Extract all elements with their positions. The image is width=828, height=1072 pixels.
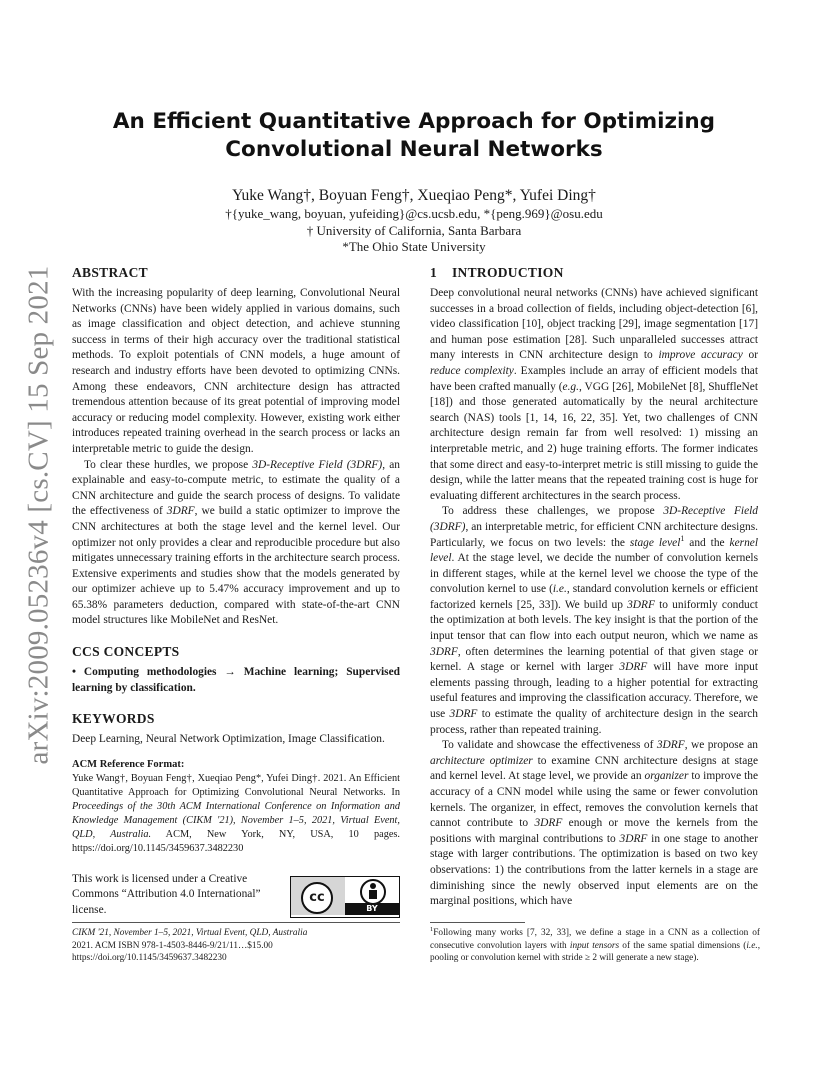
attribution-person-icon [360,879,386,905]
abstract-paragraph-1: With the increasing popularity of deep learning, Convolutional Neural Networks (CNNs) have been widely applied in various domains, such as image classification and object detection, and achieve stunning success in terms of their high accuracy over the traditional statistical methods. To exploit potentials of CNN models, a huge amount of research and industry efforts have been devoted to optimizing CNNs. Among these endeavors, CNN architecture design has attracted tremendous attention because of its great potential of improving model accuracy or reducing model complexity. However, existing work either introduces repeated training overhead in the search process or lacks an interpretable metric to guide the design. [72,287,400,455]
paper-title [100,108,728,164]
intro-paragraph-2: To address these challenges, we propose 3D-Receptive Field (3DRF), an interpretable metric, for efficient CNN architecture designs. Particularly, we focus on two levels: the stage level$^1$ and the kernel level. At the stage level, we decide the number of convolution kernels in different stages, while at the kernel level we choose the type of the convolution kernel to use (i.e., standard convolution kernels or efficient factorized kernels [25, 33]). We build up 3DRF to uniformly conduct the optimization at both levels. The key insight is that the portion of the input tensor that can flow into each output neuron, which we name as 3DRF, often determines the learning potential of that given stage or kernel. A stage or kernel with larger 3DRF will have more input elements passing through, leading to a higher potential for extracting useful features and improving the classification accuracy. Therefore, we use 3DRF to estimate the quality of architecture design in the search process, rather than repeated training. [430,505,759,736]
left-footer-rule [72,922,400,923]
cc-by-license-badge[interactable] [290,876,400,918]
by-label: BY [345,903,399,915]
author-emails: †{yuke_wang, boyuan, yufeiding}@cs.ucsb.edu, *{peng.969}@osu.edu [225,206,603,221]
right-column [430,264,758,910]
keywords-text: Deep Learning, Neural Network Optimization, Image Classification. [72,733,385,746]
paper-title-line-1: An Efficient Quantitative Approach for Optimizing [112,109,716,134]
footnote-1: $^1$Following many works [7, 32, 33], we define a stage in a CNN as a collection of consecutive convolution layers with input tensors of the same spatial dimensions (i.e., pooling or convolution kernel with stride ≥ 2 will generate a new stage). [430,925,761,964]
keywords-heading: KEYWORDS [72,711,155,727]
ccs-concepts-heading: CCS CONCEPTS [72,644,180,660]
intro-paragraph-3: To validate and showcase the effectiveness of 3DRF, we propose an architecture optimizer to examine CNN architecture designs at stage and kernel level. At stage level, we provide an organizer to improve the accuracy of a CNN model while using the same or fewer convolution kernels. The organizer, in effect, removes the convolution kernels that cannot contribute to 3DRF enough or move the kernels from the positions with marginal contributions to 3DRF in one stage to another stage with larger contributions. The optimization is based on two key observations: 1) the contributions from the latter kernels in a stage are diminishing since the newly observed input elements are on the marginal positions, which have [430,739,759,908]
intro-paragraph-1: Deep convolutional neural networks (CNNs) have achieved significant successes in a broad collection of fields, including object-detection [6], video classification [10], object tracking [29], image segmentation [17] and human pose estimation [28]. Such unparalleled successes attract many interests in CNN architecture design to improve accuracy or reduce complexity. Examples include an array of efficient models that have been crafted manually (e.g., VGG [26], MobileNet [8], ShuffleNet [18]) and those generated automatically by the neural architecture search (NAS) tools [1, 14, 16, 22, 35]. Yet, two challenges of CNN architecture design remain far from well resolved: 1) missing an interpretable metric, and 2) huge training efforts. The former indicates that some direct and easy-to-interpret metric is still missing to guide the design, while the latter means that the repeated training cost is huge for evaluating different architectures in the search process. [430,287,758,502]
doi-link[interactable]: https://doi.org/10.1145/3459637.3482230 [72,953,227,964]
affiliations [100,206,728,256]
conference-footer [72,927,402,965]
arxiv-stamp: arXiv:2009.05236v4 [cs.CV] 15 Sep 2021 [22,265,55,765]
isbn-line: 2021. ACM ISBN 978-1-4503-8446-9/21/11…$15.00 [72,940,273,951]
footnote-marker: 1 [680,533,685,543]
conference-line: CIKM '21, November 1–5, 2021, Virtual Event, QLD, Australia [72,928,308,938]
ccs-concepts-text: • Computing methodologies → Machine learning; Supervised learning by classification. [72,666,400,694]
paper-title-line-2: Convolutional Neural Networks [225,137,603,162]
author-list: Yuke Wang†, Boyuan Feng†, Xueqiao Peng*, Yufei Ding† [232,187,596,204]
affiliation-ucsb: † University of California, Santa Barbara [306,222,522,238]
acm-reference-text: Yuke Wang†, Boyuan Feng†, Xueqiao Peng*, Yufei Ding†. 2021. An Efficient Quantitative Approach for Optimizing Convolutional Neural Networks. In Proceedings of the 30th ACM International Conference on Information and Knowledge Management (CIKM '21), November 1–5, 2021, Virtual Event, QLD, Australia. ACM, New York, NY, USA, 10 pages. https://doi.org/10.1145/3459637.3482230 [72,772,401,854]
acm-reference-heading: ACM Reference Format: [72,758,185,770]
abstract-heading: ABSTRACT [72,265,148,280]
arxiv-stamp-container [14,255,64,775]
affiliation-osu: *The Ohio State University [342,239,486,254]
license-block [72,872,400,919]
license-text: This work is licensed under a Creative Commons “Attribution 4.0 International” license. [72,872,261,917]
creative-commons-icon: cc [301,882,333,914]
introduction-heading: 1 INTRODUCTION [430,265,564,280]
abstract-paragraph-2: To clear these hurdles, we propose 3D-Receptive Field (3DRF), an explainable and easy-to-compute metric, to estimate the quality of a CNN architecture and guide the search process of designs. To validate the effectiveness of 3DRF, we build a static optimizer to improve the CNN architectures at both the stage level and the kernel level. Our optimizer not only provides a clear and reproducible procedure but also mitigates unnecessary training efforts in the architecture search process. Extensive experiments and studies show that the models generated by our optimizer achieve up to 5.47% accuracy improvement and up to 65.38% parameters deduction, compared with state-of-the-art CNN model structures like MobileNet and ResNet. [72,458,401,627]
footnote-rule [430,922,525,923]
left-column [72,264,400,919]
